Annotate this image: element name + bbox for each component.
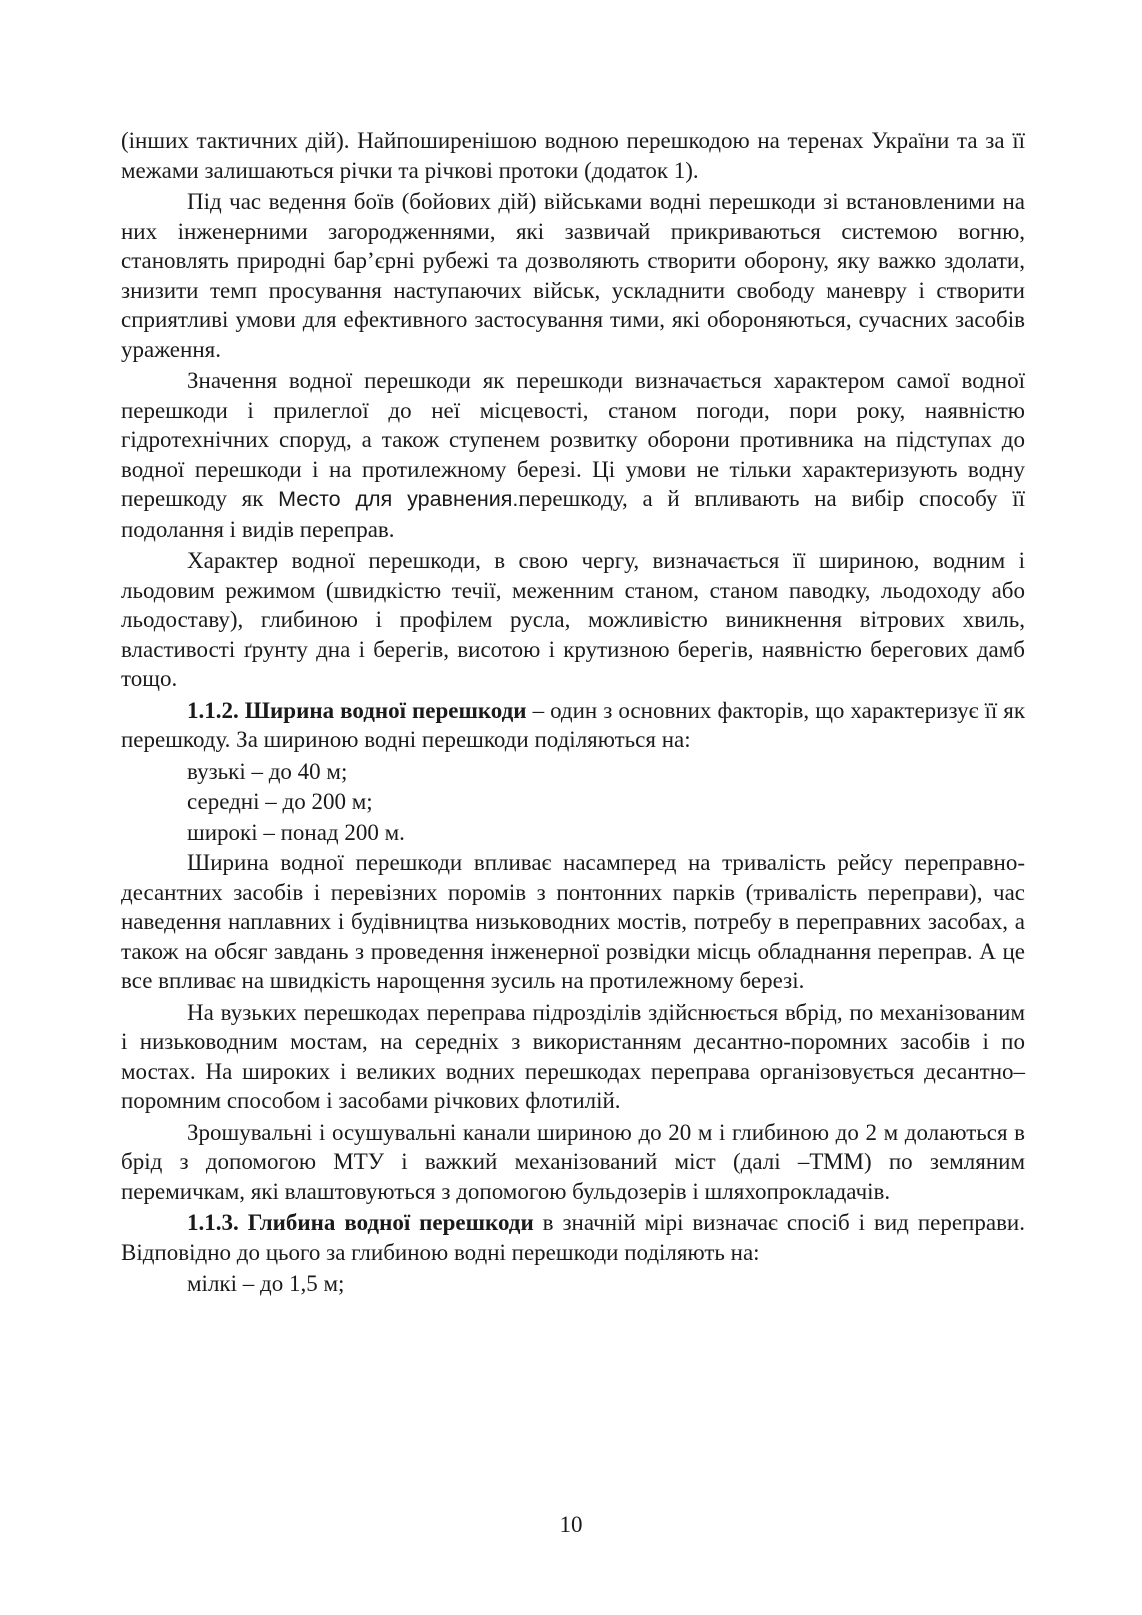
paragraph-text: – один з основних факторів, що характеризує її як перешкоду. За шириною водні перешкоди поділяються на: <box>121 697 1026 752</box>
equation-placeholder: Место для уравнения. <box>278 487 519 511</box>
section-depth <box>121 1208 1025 1267</box>
paragraph-text: в значній мірі визначає спосіб і вид переправи. Відповідно до цього за глибиною водні перешкоди поділяють на: <box>121 1210 1025 1265</box>
paragraph-continuation: (інших тактичних дій). Найпоширенішою водною перешкодою на теренах України та за її межами залишаються річки та річкові протоки (додаток 1). <box>121 128 1025 183</box>
list-item: вузькі – до 40 м; <box>187 758 348 784</box>
paragraph-width-impact: Ширина водної перешкоди впливає насамперед на тривалість рейсу переправно-десантних засобів і перевізних поромів з понтонних парків (тривалість переправи), час наведення наплавних і будівництва низьководних мостів, потребу в переправних засобах, а також на обсяг завдань з проведення інженерної розвідки місць обладнання переправ. А це все впливає на швидкість нарощення зусиль на протилежному березі. <box>121 850 1025 993</box>
list-item: середні – до 200 м; <box>187 789 373 814</box>
paragraph-obstacle-significance <box>121 366 1025 544</box>
section-width <box>121 696 1025 755</box>
paragraph-obstacle-character: Характер водної перешкоди, в свою чергу, визначається її шириною, водним і льодовим режимом (швидкістю течії, меженним станом, станом паводку, льодоходу або льодоставу), глибиною і профілем русла, можливістю виникнення вітрових хвиль, властивості ґрунту дна і берегів, висотою і крутизною берегів, наявністю берегових дамб тощо. <box>121 548 1025 691</box>
paragraph-narrow-obstacles: На вузьких перешкодах переправа підрозділів здійснюється вбрід, по механізованим і низьководним мостам, на середніх з використанням десантно-поромних засобів і по мостах. На широких і великих водних перешкодах переправа організовується десантно–поромним способом і засобами річкових флотилій. <box>121 999 1025 1113</box>
paragraph-combat-obstacles: Під час ведення боїв (бойових дій) військами водні перешкоди зі встановленими на них інженерними загородженнями, які зазвичай прикриваються системою вогню, становлять природні бар’єрні рубежі та дозволяють створити оборону, яку важко здолати, знизити темп просування наступаючих військ, ускладнити свободу маневру і створити сприятливі умови для ефективного застосування тими, які обороняються, сучасних засобів ураження. <box>121 189 1025 362</box>
paragraph-text: перешкоду, а й впливають на вибір способу її подолання і видів переправ. <box>121 486 1025 542</box>
paragraph-text: Значення водної перешкоди як перешкоди визначається характером самої водної перешкоди і прилеглої до неї місцевості, станом погоди, пори року, наявністю гідротехнічних споруд, а також ступенем розвитку оборони противника на підступах до водної перешкоди і на протилежному березі. Ці умови не тільки характеризують водну перешкоду як <box>121 368 1025 511</box>
paragraph-canals: Зрошувальні і осушувальні канали шириною до 20 м і глибиною до 2 м долаються в брід з допомогою МТУ і важкий механізований міст (далі –ТММ) по земляним перемичкам, які влаштовуються з допомогою бульдозерів і шляхопрокладачів. <box>121 1119 1025 1204</box>
body-text <box>121 126 1025 1300</box>
section-heading: 1.1.2. Ширина водної перешкоди <box>187 697 527 723</box>
section-heading: 1.1.3. Глибина водної перешкоди <box>187 1210 534 1235</box>
page-number: 10 <box>559 1512 583 1537</box>
list-item: широкі – понад 200 м. <box>187 819 405 845</box>
list-item: мілкі – до 1,5 м; <box>187 1271 345 1296</box>
